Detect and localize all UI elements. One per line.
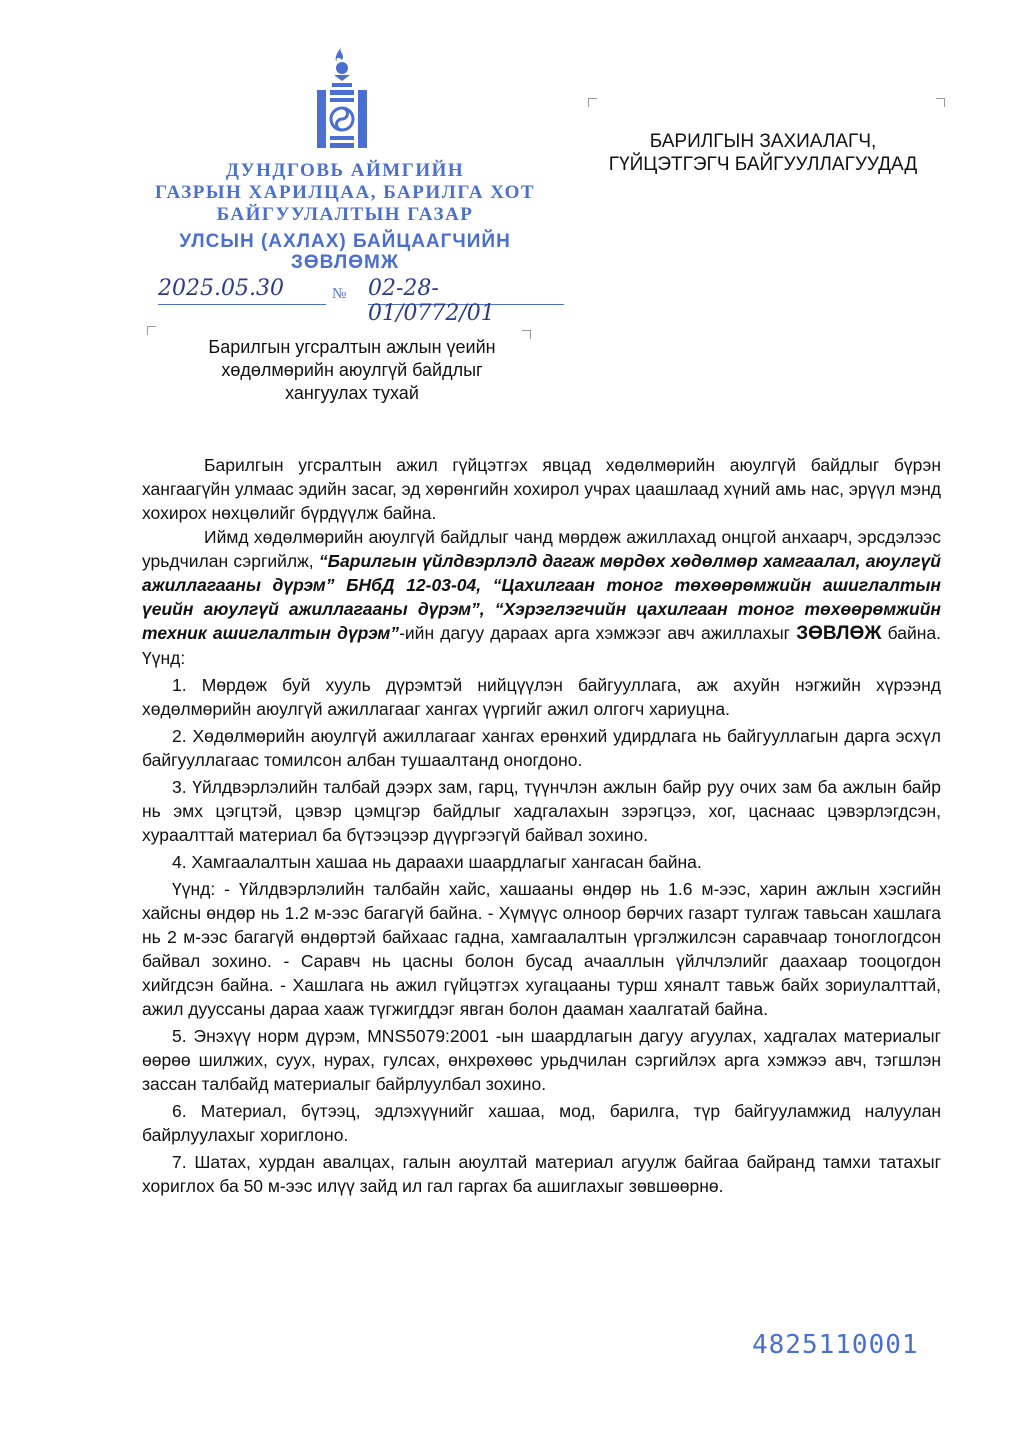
recommendation-text: -ийн дагуу дараах арга хэмжээг авч ажиллахыг bbox=[399, 623, 797, 643]
subject-line: Барилгын угсралтын ажлын үеийн bbox=[208, 337, 496, 357]
corner-mark bbox=[588, 98, 597, 107]
reg-number-value: 02-28-01/0772/01 bbox=[368, 276, 495, 326]
org-line: ГАЗРЫН ХАРИЛЦАА, БАРИЛГА ХОТ bbox=[154, 182, 536, 203]
paragraph-intro: Барилгын угсралтын ажил гүйцэтгэх явцад хөдөлмөрийн аюулгүй байдлыг бүрэн хангаагүйн улмаас эдийн засаг, эд хөрөнгийн хохирол учрах цаашлаад хүний амь нас, эрүүл мэнд хохирох нөхцөлийг бүрдүүлж байна. bbox=[142, 455, 941, 523]
recommendation-text: байна. Үүнд: bbox=[142, 623, 941, 668]
organization-name bbox=[140, 160, 550, 226]
stamp-number: 4825110001 bbox=[752, 1330, 919, 1360]
subject bbox=[182, 336, 522, 405]
list-item: 3. Үйлдвэрлэлийн талбай дээрх зам, гарц, түүнчлэн ажлын байр руу очих зам ба ажлын байр нь эмх цэгцтэй, цэвэр цэмцгэр байдлыг хадгалахын зэрэгцээ, хог, цаснаас цэвэрлэгдсэн, хураалттай материал ба бүтээцээр дүүргээгүй байвал зохино. bbox=[142, 777, 941, 845]
registration-number bbox=[368, 276, 564, 326]
recommendation-text: Иймд хөдөлмөрийн аюулгүй байдлыг чанд мөрдөж ажиллахад онцгой анхаарч, эрсдэлээс урьдчилан сэргийлж, bbox=[142, 527, 941, 571]
soyombo-emblem-icon bbox=[313, 44, 371, 152]
org-line: БАЙГУУЛАЛТЫН ГАЗАР bbox=[216, 204, 474, 225]
regulations-list: “Барилгын үйлдвэрлэлд дагаж мөрдөх хөдөлмөр хамгаалал, аюулгүй ажиллагааны дүрэм” БНбД 12-03-04, “Цахилгаан тоног төхөөрөмжийн ашиглалтын үеийн аюулгүй ажиллагааны дүрэм”, “Хэрэглэгчийн цахилгаан тоног төхөөрөмжийн техник ашиглалтын дүрэм” bbox=[142, 551, 941, 643]
document-title: ЗӨВЛӨМЖ bbox=[290, 252, 400, 273]
list-item: 2. Хөдөлмөрийн аюулгүй ажиллагааг хангах ерөнхий удирдлага нь байгууллагын дарга эсхүл байгууллагаас томилсон албан тушаалтанд оногдоно. bbox=[142, 726, 941, 770]
document-body bbox=[142, 453, 941, 1198]
recipient-line: БАРИЛГЫН ЗАХИАЛАГЧ, bbox=[649, 131, 877, 152]
paragraph-recommendation bbox=[142, 525, 941, 670]
recipient-line: ГҮЙЦЭТГЭГЧ БАЙГУУЛЛАГУУДАД bbox=[608, 154, 918, 175]
subject-line: хангуулах тухай bbox=[285, 383, 419, 403]
subject-line: хөдөлмөрийн аюулгүй байдлыг bbox=[221, 360, 483, 380]
number-sign: № bbox=[332, 286, 347, 302]
list-item: 4. Хамгаалалтын хашаа нь дараахи шаардлагыг хангасан байна. bbox=[172, 852, 702, 872]
document-date bbox=[158, 276, 326, 305]
corner-mark bbox=[936, 98, 945, 107]
org-line: ДУНДГОВЬ АЙМГИЙН bbox=[225, 160, 465, 181]
list-item: 6. Материал, бүтээц, эдлэхүүнийг хашаа, мод, барилга, түр байгууламжид налуулан байрлуулахыг хориглоно. bbox=[142, 1101, 941, 1145]
corner-mark bbox=[147, 326, 156, 335]
recipient bbox=[588, 130, 938, 176]
date-value: 2025.05.30 bbox=[158, 276, 284, 301]
list-item: 1. Мөрдөж буй хууль дүрэмтэй нийцүүлэн байгууллага, аж ахуйн нэгжийн хүрээнд хөдөлмөрийн аюулгүй ажиллагааг хангах үүргийг ажил олгогч хариуцна. bbox=[142, 675, 941, 719]
inspector-line: УЛСЫН (АХЛАХ) БАЙЦААГЧИЙН bbox=[179, 231, 511, 252]
list-item-detail: Үүнд: - Үйлдвэрлэлийн талбайн хайс, хашааны өндөр нь 1.6 м-ээс, харин ажлын хэсгийн хайсны өндөр нь 1.2 м-ээс багагүй байна. - Хүмүүс олноор бөрчих газарт тулгаж тавьсан хашлага нь 2 м-ээс багагүй өндөртэй байхаас гадна, хамгаалалтын үргэлжилсэн саравчаар тоноглогдсон байвал зохино. - Саравч нь цасны болон бусад ачааллын үйлчлэлийг даахаар тооцогдон хийгдсэн байна. - Хашлага нь ажил гүйцэтгэх хугацааны турш хяналт тавьж байх зориулалттай, ажил дууссаны дараа хааж түгжигддэг явган болон дааман хаалгатай байна. bbox=[142, 879, 941, 1019]
list-item: 5. Энэхүү норм дүрэм, MNS5079:2001 -ын шаардлагын дагуу агуулах, хадгалах материалыг өөрөө шилжих, суух, нурах, гулсах, өнхрөхөөс урьдчилан сэргийлэх арга хэмжээ авч, тэгшлэн зассан талбайд материалыг байрлуулбал зохино. bbox=[142, 1026, 941, 1094]
corner-mark bbox=[522, 330, 531, 339]
list-item: 7. Шатах, хурдан авалцах, галын аюултай материал агуулж байгаа байранд тамхи татахыг хориглох ба 50 м-ээс илүү зайд ил гал гаргах ба ашиглахыг зөвшөөрнө. bbox=[142, 1152, 941, 1196]
document-type bbox=[140, 230, 550, 275]
recommend-keyword: ЗӨВЛӨЖ bbox=[796, 623, 882, 644]
